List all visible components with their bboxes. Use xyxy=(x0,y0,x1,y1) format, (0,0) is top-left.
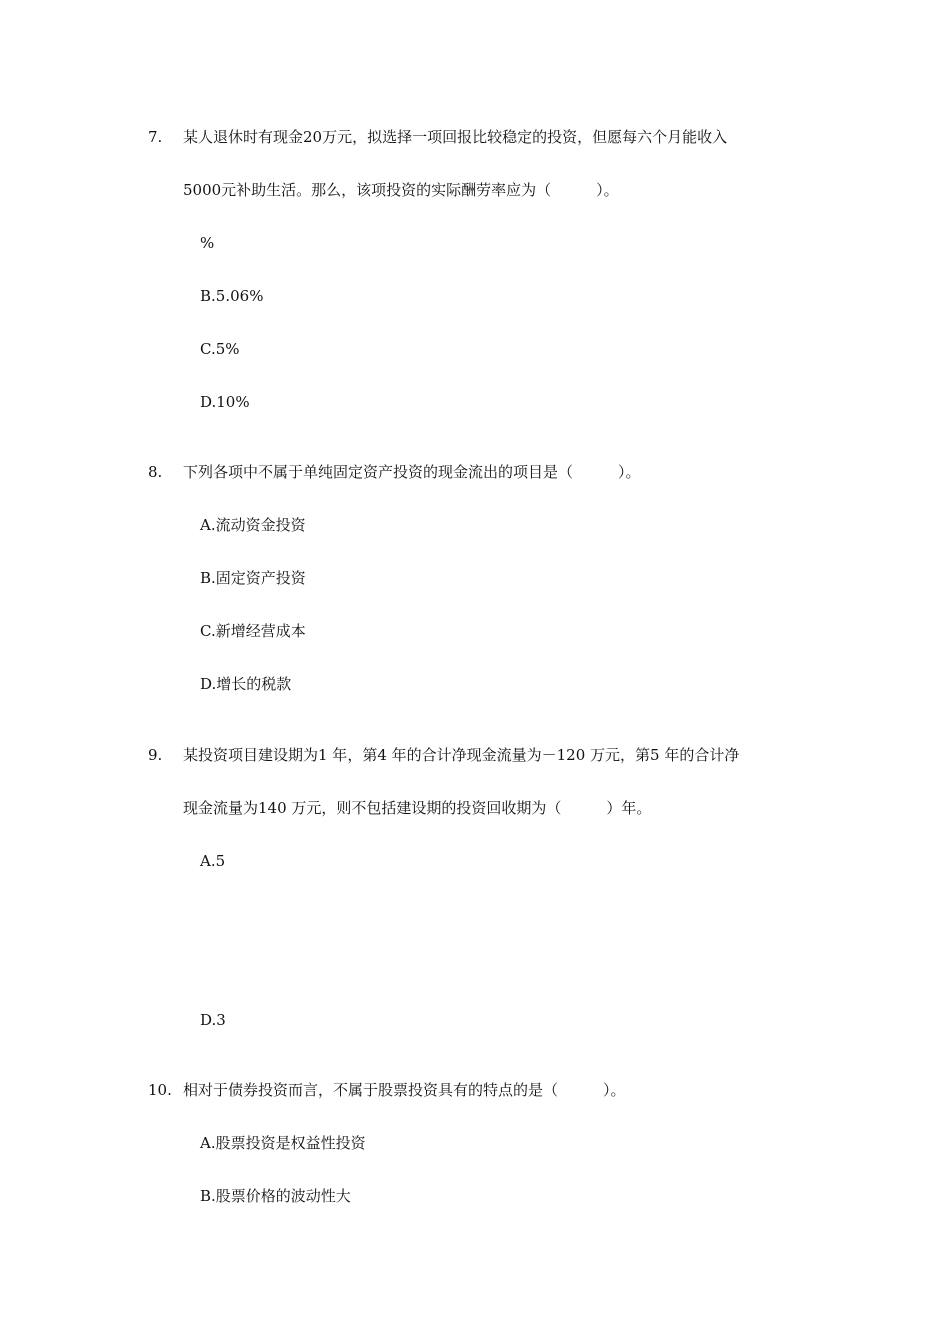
answer-option: A.股票投资是权益性投资 xyxy=(200,1134,366,1152)
answer-option: C.新增经营成本 xyxy=(200,622,306,640)
question-number: 10. xyxy=(148,1081,172,1099)
question-text: 某人退休时有现金20万元，拟选择一项回报比较稳定的投资，但愿每六个月能收入 xyxy=(183,128,728,146)
question-text: 5000元补助生活。那么，该项投资的实际酬劳率应为（ ）。 xyxy=(183,181,619,199)
answer-option: B.股票价格的波动性大 xyxy=(200,1187,351,1205)
answer-option: A.5 xyxy=(200,852,226,870)
answer-option: D.10% xyxy=(200,393,250,411)
question-text: 下列各项中不属于单纯固定资产投资的现金流出的项目是（ ）。 xyxy=(183,463,641,481)
question-text: 某投资项目建设期为1 年，第4 年的合计净现金流量为－120 万元，第5 年的合计净 xyxy=(183,746,740,764)
answer-option: D.增长的税款 xyxy=(200,675,292,693)
answer-option: C.5% xyxy=(200,340,240,358)
question-number: 8. xyxy=(148,463,163,481)
question-number: 7. xyxy=(148,128,163,146)
answer-option: D.3 xyxy=(200,1011,226,1029)
answer-option: % xyxy=(200,234,215,252)
question-text: 相对于债券投资而言，不属于股票投资具有的特点的是（ ）。 xyxy=(183,1081,626,1099)
answer-option: B.5.06% xyxy=(200,287,264,305)
answer-option: B.固定资产投资 xyxy=(200,569,306,587)
answer-option: A.流动资金投资 xyxy=(200,516,306,534)
question-text: 现金流量为140 万元，则不包括建设期的投资回收期为（ ）年。 xyxy=(183,799,652,817)
question-number: 9. xyxy=(148,746,163,764)
